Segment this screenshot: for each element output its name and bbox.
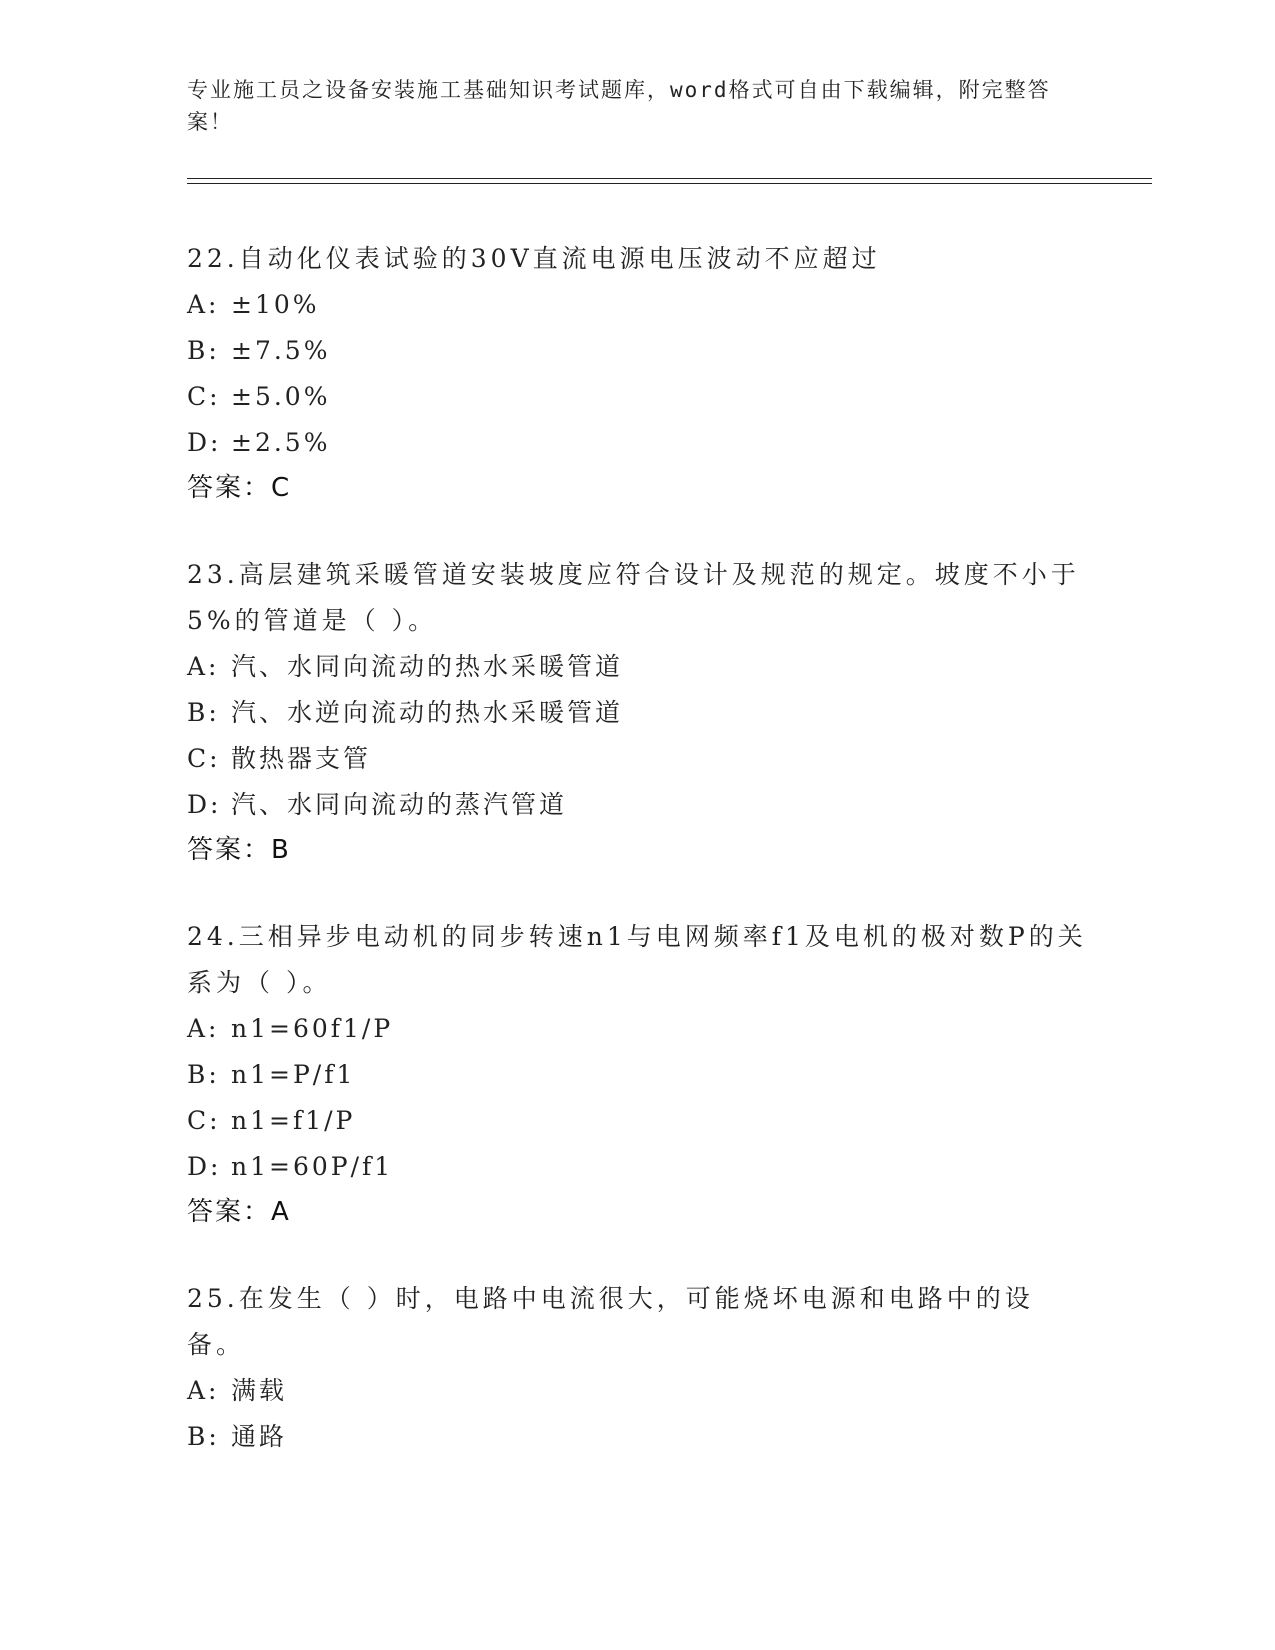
option-b <box>187 328 1087 374</box>
option-letter: A: <box>187 1014 220 1043</box>
question-22 <box>187 236 1087 510</box>
question-stem: 25.在发生（ ）时，电路中电流很大，可能烧坏电源和电路中的设备。 <box>187 1284 1034 1359</box>
option-letter: D: <box>187 1152 222 1181</box>
option-text: ±5.0% <box>231 382 331 411</box>
answer-line: 答案：A <box>187 1197 291 1227</box>
option-c <box>187 736 1087 782</box>
option-letter: B: <box>187 1060 220 1089</box>
option-c <box>187 1098 1087 1144</box>
option-letter: C: <box>187 1106 221 1135</box>
option-text: 通路 <box>231 1422 288 1451</box>
question-stem: 22.自动化仪表试验的30V直流电源电压波动不应超过 <box>187 244 881 273</box>
option-letter: B: <box>187 698 220 727</box>
option-text: ±7.5% <box>231 336 331 365</box>
option-letter: A: <box>187 652 220 681</box>
option-d <box>187 782 1087 828</box>
option-b <box>187 1052 1087 1098</box>
option-d <box>187 1144 1087 1190</box>
option-text: n1=60f1/P <box>231 1014 394 1043</box>
option-a <box>187 644 1087 690</box>
question-23 <box>187 552 1087 872</box>
option-text: n1=f1/P <box>231 1106 356 1135</box>
option-a <box>187 1006 1087 1052</box>
header-divider-bottom <box>187 183 1152 184</box>
question-stem: 23.高层建筑采暖管道安装坡度应符合设计及规范的规定。坡度不小于5%的管道是（ ）。 <box>187 560 1080 635</box>
option-a <box>187 1368 1087 1414</box>
question-24 <box>187 914 1087 1234</box>
option-d <box>187 420 1087 466</box>
option-c <box>187 374 1087 420</box>
option-letter: D: <box>187 428 222 457</box>
answer-line: 答案：C <box>187 473 292 503</box>
option-letter: B: <box>187 1422 220 1451</box>
option-b <box>187 690 1087 736</box>
option-text: ±2.5% <box>231 428 331 457</box>
option-text: 散热器支管 <box>231 744 372 773</box>
option-letter: B: <box>187 336 220 365</box>
option-letter: A: <box>187 1376 220 1405</box>
option-text: 汽、水同向流动的热水采暖管道 <box>231 652 624 681</box>
option-text: n1=60P/f1 <box>231 1152 394 1181</box>
option-text: 满载 <box>231 1376 288 1405</box>
option-letter: A: <box>187 290 220 319</box>
header-divider-top <box>187 178 1152 179</box>
option-text: ±10% <box>231 290 320 319</box>
option-a <box>187 282 1087 328</box>
option-letter: C: <box>187 744 221 773</box>
answer-line: 答案：B <box>187 835 291 865</box>
option-text: 汽、水同向流动的蒸汽管道 <box>231 790 568 819</box>
question-25 <box>187 1276 1087 1460</box>
option-letter: D: <box>187 790 222 819</box>
question-list <box>187 236 1087 1502</box>
document-header: 专业施工员之设备安装施工基础知识考试题库，word格式可自由下载编辑，附完整答案！ <box>187 78 1051 134</box>
option-text: n1=P/f1 <box>231 1060 356 1089</box>
option-text: 汽、水逆向流动的热水采暖管道 <box>231 698 624 727</box>
option-letter: C: <box>187 382 221 411</box>
question-stem: 24.三相异步电动机的同步转速n1与电网频率f1及电机的极对数P的关系为（ ）。 <box>187 922 1087 997</box>
option-b <box>187 1414 1087 1460</box>
